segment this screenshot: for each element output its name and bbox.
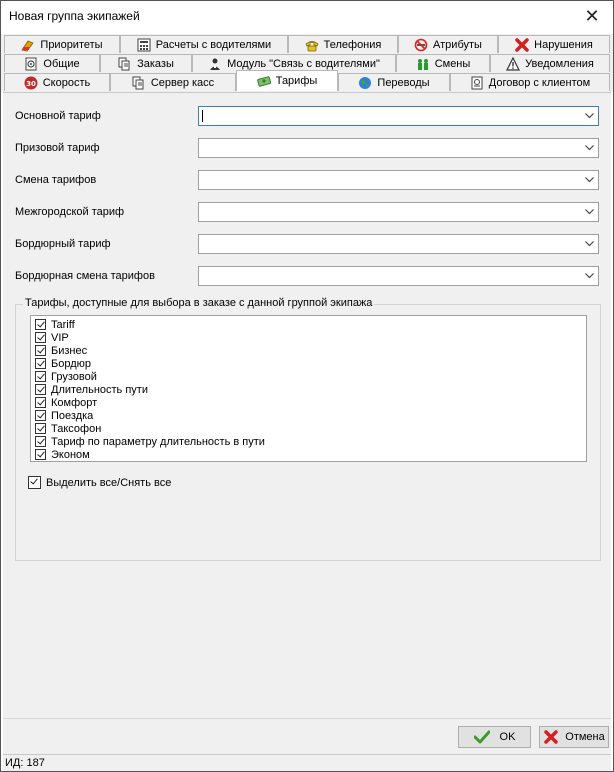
chevron-down-icon <box>585 177 594 183</box>
checkbox[interactable] <box>35 332 46 343</box>
chevron-down-icon <box>585 241 594 247</box>
text-caret <box>202 110 203 122</box>
group-title: Тарифы, доступные для выбора в заказе с данной группой экипажа <box>25 297 373 309</box>
prize-tariff-label: Призовой тариф <box>15 142 100 154</box>
checkbox[interactable] <box>35 410 46 421</box>
orders-icon <box>118 57 132 71</box>
checkbox[interactable] <box>35 423 46 434</box>
dropdown-button[interactable] <box>581 236 597 252</box>
list-item[interactable]: Поездка <box>31 409 586 422</box>
close-icon: ✕ <box>584 6 600 26</box>
curb-tariff-change-label: Бордюрная смена тарифов <box>15 270 155 282</box>
title-bar <box>1 1 613 32</box>
cash-server-icon <box>132 76 146 90</box>
chevron-down-icon <box>585 145 594 151</box>
red-x-icon <box>515 38 529 52</box>
tab-violations[interactable]: Нарушения <box>498 35 610 53</box>
chevron-down-icon <box>585 273 594 279</box>
tariffs-tab-content <box>3 92 611 718</box>
tab-strip <box>1 34 613 92</box>
people-icon <box>416 57 430 71</box>
speed-30-icon <box>24 76 38 90</box>
tariffs-checklist[interactable] <box>30 315 587 462</box>
driver-icon <box>208 57 222 71</box>
dropdown-button[interactable] <box>581 204 597 220</box>
select-all-checkbox[interactable] <box>28 476 171 489</box>
list-item[interactable]: Грузовой <box>31 370 586 383</box>
intercity-tariff-combo[interactable] <box>198 202 599 222</box>
cancel-button[interactable]: Отмена <box>539 726 609 748</box>
calculator-icon <box>137 38 151 52</box>
checkbox[interactable] <box>35 319 46 330</box>
checkbox[interactable] <box>35 384 46 395</box>
phone-icon <box>305 38 319 52</box>
checkbox[interactable] <box>35 358 46 369</box>
intercity-tariff-label: Межгородской тариф <box>15 206 125 218</box>
main-tariff-label: Основной тариф <box>15 110 101 122</box>
curb-tariff-combo[interactable] <box>198 234 599 254</box>
tab-notifications[interactable]: Уведомления <box>490 54 610 72</box>
dropdown-button[interactable] <box>581 108 597 124</box>
dropdown-button[interactable] <box>581 172 597 188</box>
tab-tariffs[interactable]: Тарифы <box>236 70 338 91</box>
tab-driver-connection-module[interactable]: Модуль "Связь с водителями" <box>192 54 396 72</box>
list-item[interactable]: Бордюр <box>31 357 586 370</box>
tab-shifts[interactable]: Смены <box>396 54 490 72</box>
select-all-label: Выделить все/Снять все <box>46 476 172 489</box>
checkbox[interactable] <box>35 345 46 356</box>
record-id: ИД: 187 <box>5 757 45 769</box>
curb-tariff-label: Бордюрный тариф <box>15 238 111 250</box>
money-icon <box>257 74 271 88</box>
list-item[interactable]: Эконом <box>31 448 586 461</box>
ok-button[interactable]: OK <box>458 726 531 748</box>
tab-driver-payments[interactable]: Расчеты с водителями <box>120 35 288 53</box>
list-item[interactable]: Комфорт <box>31 396 586 409</box>
dropdown-button[interactable] <box>581 140 597 156</box>
list-item[interactable]: Бизнес <box>31 344 586 357</box>
main-tariff-combo[interactable] <box>198 106 599 126</box>
tab-cash-server[interactable]: Сервер касс <box>110 73 236 91</box>
list-item[interactable]: VIP <box>31 331 586 344</box>
tariff-change-combo[interactable] <box>198 170 599 190</box>
tab-telephony[interactable]: Телефония <box>288 35 398 53</box>
tab-general[interactable]: Общие <box>4 54 100 72</box>
prize-tariff-combo[interactable] <box>198 138 599 158</box>
svg-text:30: 30 <box>25 79 36 88</box>
available-tariffs-group <box>15 297 601 561</box>
list-item[interactable]: Тариф по параметру длительность в пути <box>31 435 586 448</box>
tab-translations[interactable]: Переводы <box>338 73 450 91</box>
curb-tariff-change-combo[interactable] <box>198 266 599 286</box>
checkmark-icon <box>474 729 490 745</box>
status-bar <box>3 754 611 771</box>
no-smoking-icon <box>414 38 428 52</box>
window-title: Новая группа экипажей <box>9 9 140 23</box>
tab-attributes[interactable]: Атрибуты <box>398 35 498 53</box>
checkbox[interactable] <box>35 397 46 408</box>
button-bar <box>3 718 611 754</box>
checkbox[interactable] <box>35 436 46 447</box>
settings-doc-icon <box>24 57 38 71</box>
tab-orders[interactable]: Заказы <box>100 54 192 72</box>
checkbox[interactable] <box>35 371 46 382</box>
tab-speed[interactable]: 30 Скорость <box>4 73 110 91</box>
list-item[interactable]: Длительность пути <box>31 383 586 396</box>
tab-priorities[interactable]: Приоритеты <box>4 35 120 53</box>
priority-icon <box>21 38 35 52</box>
globe-icon <box>358 76 372 90</box>
list-item[interactable]: Таксофон <box>31 422 586 435</box>
checkbox[interactable] <box>28 476 41 489</box>
red-x-icon <box>543 729 559 745</box>
contract-icon <box>470 76 484 90</box>
close-button[interactable] <box>577 3 607 29</box>
tariff-change-label: Смена тарифов <box>15 174 97 186</box>
tab-client-contract[interactable]: Договор с клиентом <box>450 73 610 91</box>
chevron-down-icon <box>585 113 594 119</box>
warning-icon <box>506 57 520 71</box>
list-item[interactable]: Tariff <box>31 318 586 331</box>
checkbox[interactable] <box>35 449 46 460</box>
chevron-down-icon <box>585 209 594 215</box>
dropdown-button[interactable] <box>581 268 597 284</box>
